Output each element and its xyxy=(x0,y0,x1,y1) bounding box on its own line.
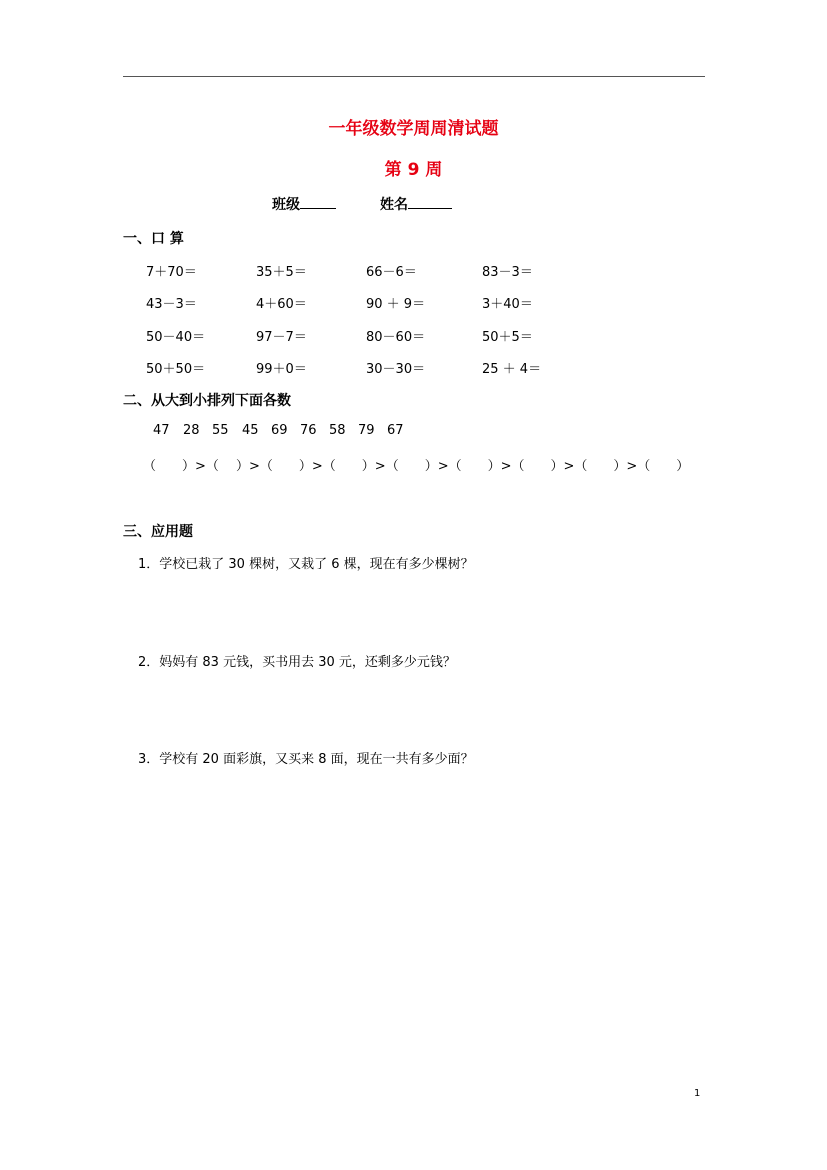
class-field xyxy=(272,194,336,214)
calc-item: 50＋50＝ xyxy=(146,362,206,377)
section-apply-title: 三、应用题 xyxy=(123,524,193,540)
calc-item: 50－40＝ xyxy=(146,330,206,345)
calc-item: 3＋40＝ xyxy=(482,297,533,312)
number-item: 67 xyxy=(387,423,404,438)
week-subtitle: 第 9 周 xyxy=(384,160,443,180)
number-item: 55 xyxy=(212,423,229,438)
number-item: 47 xyxy=(153,423,170,438)
class-label: 班级 xyxy=(272,197,300,213)
calc-item: 80－60＝ xyxy=(366,330,426,345)
calc-item: 25 ＋ 4＝ xyxy=(482,362,542,377)
calc-item: 7＋70＝ xyxy=(146,265,197,280)
section-oral-title: 一、口 算 xyxy=(123,231,184,247)
calc-item: 4＋60＝ xyxy=(256,297,307,312)
word-problem-2: 2．妈妈有 83 元钱，买书用去 30 元，还剩多少元钱？ xyxy=(138,655,456,670)
name-field xyxy=(380,194,452,214)
header-rule xyxy=(123,76,705,77)
number-item: 69 xyxy=(271,423,288,438)
calc-item: 90 ＋ 9＝ xyxy=(366,297,426,312)
calc-item: 43－3＝ xyxy=(146,297,197,312)
order-answer-blanks[interactable]: （ ）>（ ）>（ ）>（ ）>（ ）>（ ）>（ ）>（ ）>（ ） xyxy=(143,459,690,474)
page-number: 1 xyxy=(694,1088,701,1099)
class-blank[interactable] xyxy=(300,194,336,209)
word-problem-1: 1．学校已栽了 30 棵树，又栽了 6 棵，现在有多少棵树？ xyxy=(138,557,474,572)
number-item: 79 xyxy=(358,423,375,438)
number-item: 58 xyxy=(329,423,346,438)
number-item: 28 xyxy=(183,423,200,438)
name-label: 姓名 xyxy=(380,197,408,213)
section-order-title: 二、从大到小排列下面各数 xyxy=(123,393,291,409)
calc-item: 97－7＝ xyxy=(256,330,307,345)
word-problem-3: 3．学校有 20 面彩旗，又买来 8 面，现在一共有多少面？ xyxy=(138,752,474,767)
calc-item: 30－30＝ xyxy=(366,362,426,377)
calc-item: 66－6＝ xyxy=(366,265,417,280)
number-item: 45 xyxy=(242,423,259,438)
number-item: 76 xyxy=(300,423,317,438)
page-title: 一年级数学周周清试题 xyxy=(328,119,499,139)
calc-item: 35＋5＝ xyxy=(256,265,307,280)
calc-item: 50＋5＝ xyxy=(482,330,533,345)
name-blank[interactable] xyxy=(408,194,452,209)
calc-item: 83－3＝ xyxy=(482,265,533,280)
calc-item: 99＋0＝ xyxy=(256,362,307,377)
